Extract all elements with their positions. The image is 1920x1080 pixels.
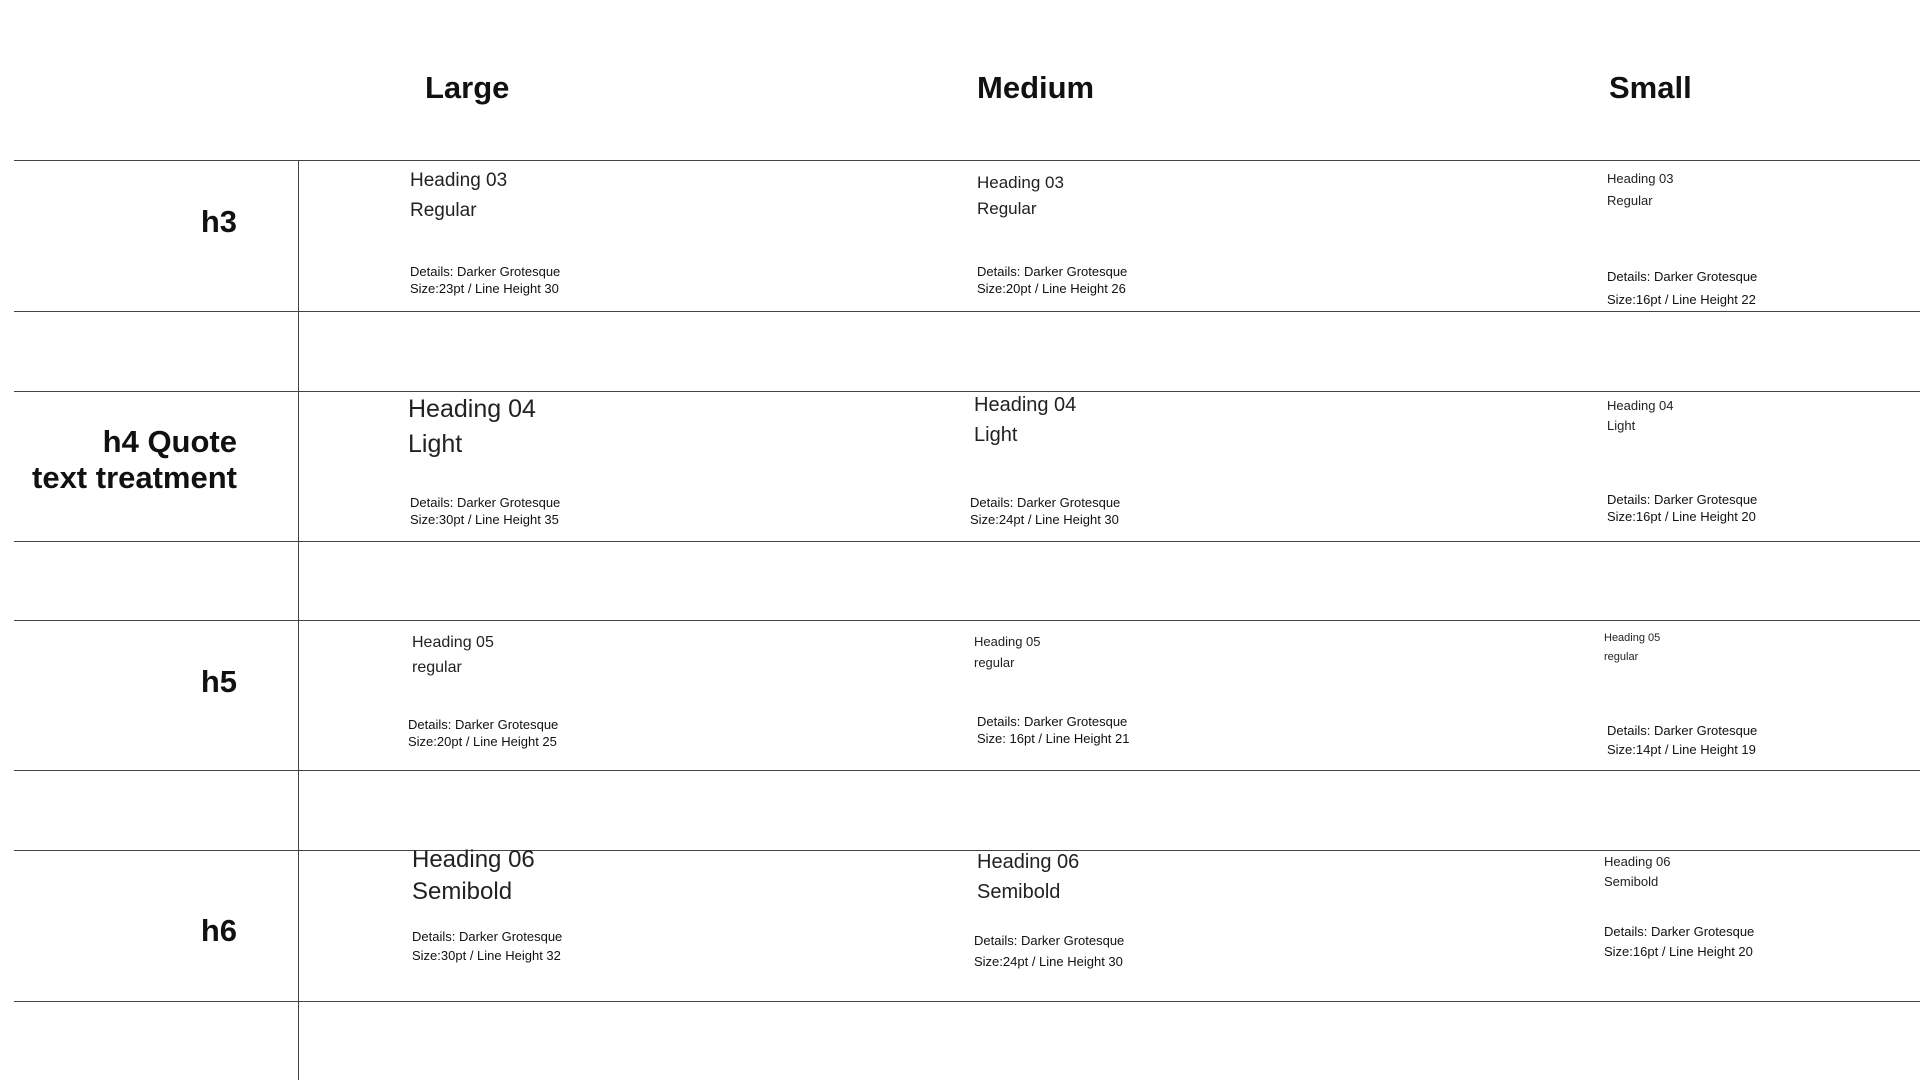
divider-line (14, 1001, 1920, 1002)
details-size: Size:30pt / Line Height 35 (410, 512, 559, 527)
row-label-line: h4 Quote (102, 424, 237, 459)
details-size: Size:24pt / Line Height 30 (974, 954, 1123, 969)
divider-line (14, 160, 1920, 161)
details-font: Details: Darker Grotesque (1607, 723, 1758, 738)
type-sample-h4-small (1607, 396, 1674, 436)
sample-heading: Heading 04 (408, 395, 536, 423)
details-size: Size:20pt / Line Height 26 (977, 281, 1126, 296)
type-sample-h4-large (408, 392, 536, 462)
type-sample-h3-large (410, 166, 507, 226)
details-font: Details: Darker Grotesque (412, 929, 563, 944)
sample-heading: Heading 06 (1604, 854, 1671, 869)
sample-heading: Heading 06 (977, 851, 1080, 873)
sample-weight: Light (1607, 418, 1636, 433)
sample-heading: Heading 03 (977, 173, 1064, 192)
divider-line (14, 770, 1920, 771)
row-label-h6: h6 (200, 913, 237, 948)
details-size: Size:24pt / Line Height 30 (970, 512, 1119, 527)
details-size: Size:23pt / Line Height 30 (410, 281, 559, 296)
type-details-h6-small (1604, 922, 1754, 962)
type-sample-h3-small (1607, 168, 1674, 212)
sample-heading: Heading 03 (1607, 171, 1674, 186)
details-font: Details: Darker Grotesque (408, 717, 559, 732)
details-size: Size: 16pt / Line Height 21 (977, 731, 1130, 746)
type-sample-h3-medium (977, 170, 1064, 222)
label-column-divider (298, 160, 299, 1080)
type-sample-h5-small (1604, 629, 1660, 667)
type-details-h6-large (412, 927, 562, 965)
type-details-h3-small (1607, 265, 1757, 311)
type-sample-h6-medium (977, 847, 1079, 907)
details-size: Size:30pt / Line Height 32 (412, 948, 561, 963)
details-font: Details: Darker Grotesque (970, 495, 1121, 510)
details-size: Size:14pt / Line Height 19 (1607, 742, 1756, 757)
divider-line (14, 541, 1920, 542)
details-size: Size:16pt / Line Height 20 (1607, 509, 1756, 524)
divider-line (14, 311, 1920, 312)
details-font: Details: Darker Grotesque (974, 933, 1125, 948)
row-label-h4-quote (32, 424, 237, 496)
type-sample-h5-large (412, 630, 494, 680)
type-sample-h6-small (1604, 852, 1671, 892)
type-sample-h4-medium (974, 390, 1076, 450)
sample-heading: Heading 05 (412, 634, 494, 651)
sample-heading: Heading 04 (974, 394, 1077, 416)
sample-weight: Light (408, 430, 463, 458)
type-details-h4-large (410, 494, 560, 528)
details-font: Details: Darker Grotesque (977, 264, 1128, 279)
type-sample-h6-large (412, 844, 535, 908)
type-details-h3-large (410, 263, 560, 297)
sample-heading: Heading 06 (412, 846, 535, 873)
details-font: Details: Darker Grotesque (410, 495, 561, 510)
type-details-h5-small (1607, 721, 1757, 759)
divider-line (14, 391, 1920, 392)
sample-weight: regular (974, 655, 1015, 670)
type-details-h5-medium (977, 713, 1130, 747)
details-size: Size:16pt / Line Height 22 (1607, 292, 1756, 307)
sample-weight: Regular (1607, 193, 1653, 208)
type-details-h5-large (408, 716, 558, 750)
details-font: Details: Darker Grotesque (1607, 492, 1758, 507)
type-details-h4-small (1607, 491, 1757, 525)
sample-weight: Semibold (977, 881, 1061, 903)
details-font: Details: Darker Grotesque (410, 264, 561, 279)
type-details-h3-medium (977, 263, 1127, 297)
type-sample-h5-medium (974, 631, 1041, 673)
details-size: Size:20pt / Line Height 25 (408, 734, 557, 749)
details-font: Details: Darker Grotesque (1604, 924, 1755, 939)
details-size: Size:16pt / Line Height 20 (1604, 944, 1753, 959)
row-label-h3: h3 (200, 204, 237, 239)
sample-heading: Heading 03 (410, 170, 508, 191)
details-font: Details: Darker Grotesque (1607, 269, 1758, 284)
sample-weight: regular (1604, 651, 1639, 663)
row-label-line: text treatment (32, 460, 237, 495)
column-header-small: Small (1609, 70, 1692, 105)
divider-line (14, 850, 1920, 851)
row-label-h5: h5 (200, 664, 237, 699)
divider-line (14, 620, 1920, 621)
sample-heading: Heading 04 (1607, 398, 1674, 413)
sample-weight: Regular (410, 200, 477, 221)
sample-weight: Regular (977, 199, 1037, 218)
type-details-h4-medium (970, 494, 1120, 528)
column-header-medium: Medium (977, 70, 1095, 105)
sample-heading: Heading 05 (1604, 632, 1661, 644)
sample-weight: Light (974, 424, 1018, 446)
sample-weight: Semibold (412, 878, 513, 905)
sample-weight: Semibold (1604, 874, 1659, 889)
sample-weight: regular (412, 659, 462, 676)
column-header-large: Large (425, 70, 510, 105)
details-font: Details: Darker Grotesque (977, 714, 1128, 729)
sample-heading: Heading 05 (974, 634, 1041, 649)
type-details-h6-medium (974, 930, 1124, 972)
